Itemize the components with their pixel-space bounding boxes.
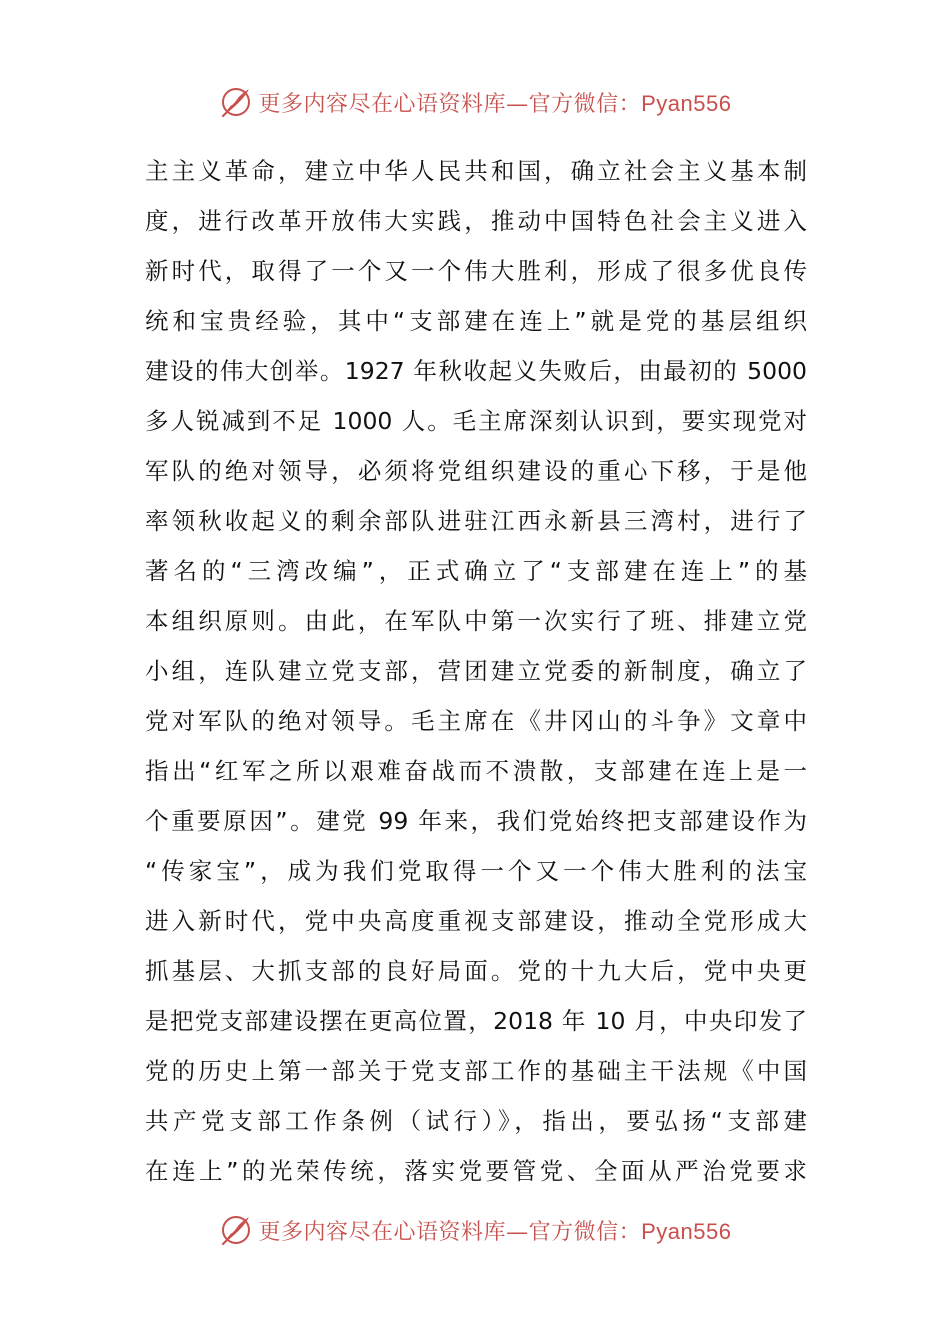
watermark-brand: 更多内容尽在心语资料库	[258, 1219, 507, 1245]
body-line: 小组，连队建立党支部，营团建立党委的新制度，确立了	[145, 657, 807, 685]
body-line: 进入新时代，党中央高度重视支部建设，推动全党形成大	[145, 907, 807, 935]
body-line: 在连上”的光荣传统，落实党要管党、全面从严治党要求	[145, 1157, 807, 1185]
watermark-dash: —	[506, 91, 529, 117]
body-line: 统和宝贵经验，其中“支部建在连上”就是党的基层组织	[145, 307, 807, 335]
watermark-wechat-label: 官方微信：	[528, 1219, 642, 1245]
body-line: 党的历史上第一部关于党支部工作的基础主干法规《中国	[145, 1057, 807, 1085]
body-line: 主主义革命，建立中华人民共和国，确立社会主义基本制	[145, 157, 807, 185]
body-line: 共产党支部工作条例（试行）》，指出，要弘扬“支部建	[145, 1107, 807, 1135]
body-line: 是把党支部建设摆在更高位置，2018 年 10 月，中央印发了	[145, 1007, 807, 1035]
footer-watermark-banner	[0, 1210, 950, 1250]
body-line: 本组织原则。由此，在军队中第一次实行了班、排建立党	[145, 607, 807, 635]
watermark-brand: 更多内容尽在心语资料库	[258, 91, 507, 117]
body-line: 新时代，取得了一个又一个伟大胜利，形成了很多优良传	[145, 257, 807, 285]
quill-pen-logo-icon	[219, 1213, 253, 1247]
body-line: 著名的“三湾改编”，正式确立了“支部建在连上”的基	[145, 557, 807, 585]
body-line: “传家宝”，成为我们党取得一个又一个伟大胜利的法宝	[145, 857, 807, 885]
body-line: 抓基层、大抓支部的良好局面。党的十九大后，党中央更	[145, 957, 807, 985]
watermark-wechat-id: Pyan556	[641, 90, 732, 116]
watermark-text	[259, 1215, 732, 1246]
body-line: 建设的伟大创举。1927 年秋收起义失败后，由最初的 5000	[145, 357, 807, 385]
document-body	[145, 146, 807, 1196]
quill-pen-logo-icon	[219, 85, 253, 119]
body-line: 指出“红军之所以艰难奋战而不溃散，支部建在连上是一	[145, 757, 807, 785]
body-line: 党对军队的绝对领导。毛主席在《井冈山的斗争》文章中	[145, 707, 807, 735]
body-line: 军队的绝对领导，必须将党组织建设的重心下移，于是他	[145, 457, 807, 485]
header-watermark-banner	[0, 82, 950, 122]
watermark-wechat-label: 官方微信：	[528, 91, 642, 117]
watermark-dash: —	[506, 1219, 529, 1245]
watermark-wechat-id: Pyan556	[641, 1218, 732, 1244]
body-line: 多人锐减到不足 1000 人。毛主席深刻认识到，要实现党对	[145, 407, 807, 435]
body-line: 个重要原因”。建党 99 年来，我们党始终把支部建设作为	[145, 807, 807, 835]
body-line: 度，进行改革开放伟大实践，推动中国特色社会主义进入	[145, 207, 807, 235]
body-line: 率领秋收起义的剩余部队进驻江西永新县三湾村，进行了	[145, 507, 807, 535]
watermark-text	[259, 87, 732, 118]
